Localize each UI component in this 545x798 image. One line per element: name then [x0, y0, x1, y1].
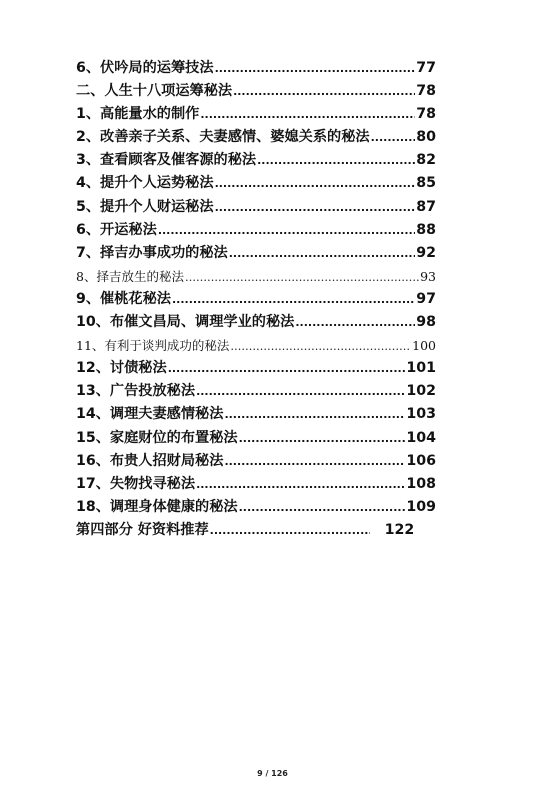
toc-entry	[76, 57, 436, 80]
toc-leader-dots	[239, 496, 406, 519]
toc-entry	[76, 427, 436, 450]
toc-leader-dots	[215, 172, 416, 195]
toc-entry-title: 16、布贵人招财局秘法	[76, 452, 224, 469]
toc-entry-title: 8、择吉放生的秘法	[76, 268, 184, 284]
toc-entry-title: 14、调理夫妻感情秘法	[76, 406, 224, 423]
toc-entry-title: 15、家庭财位的布置秘法	[76, 429, 238, 446]
table-of-contents	[76, 57, 436, 542]
toc-entry-title: 2、改善亲子关系、夫妻感情、婆媳关系的秘法	[76, 129, 370, 146]
toc-entry-title: 11、有利于谈判成功的秘法	[76, 338, 230, 354]
toc-leader-dots	[196, 380, 405, 403]
toc-entry-title: 第四部分 好资料推荐	[76, 521, 209, 538]
toc-entry	[76, 519, 436, 542]
toc-entry-title: 7、择吉办事成功的秘法	[76, 244, 228, 261]
toc-entry-title: 13、广告投放秘法	[76, 383, 196, 400]
toc-entry-page: 100	[412, 338, 436, 354]
toc-entry-title: 二、人生十八项运筹秘法	[76, 83, 233, 100]
toc-entry	[76, 219, 436, 242]
toc-entry	[76, 103, 436, 126]
toc-entry	[76, 196, 436, 219]
toc-entry-page: 101	[406, 360, 436, 377]
toc-entry-page: 78	[416, 83, 436, 100]
toc-leader-dots	[168, 357, 406, 380]
toc-entry	[76, 265, 436, 288]
toc-leader-dots	[200, 103, 415, 126]
toc-entry-page: 87	[416, 198, 436, 215]
toc-entry-page: 97	[416, 290, 436, 307]
toc-entry-title: 4、提升个人运势秘法	[76, 175, 214, 192]
toc-leader-dots	[172, 288, 415, 311]
toc-entry	[76, 380, 436, 403]
toc-leader-dots	[224, 450, 405, 473]
toc-entry	[76, 172, 436, 195]
toc-entry-title: 1、高能量水的制作	[76, 106, 200, 123]
toc-leader-dots	[371, 126, 416, 149]
toc-entry-page: 106	[406, 452, 436, 469]
toc-entry-title: 10、布催文昌局、调理学业的秘法	[76, 314, 295, 331]
toc-entry	[76, 473, 436, 496]
toc-leader-dots	[215, 196, 416, 219]
toc-entry-page: 109	[406, 498, 436, 515]
toc-entry	[76, 496, 436, 519]
toc-leader-dots	[233, 80, 415, 103]
toc-entry-page: 80	[416, 129, 436, 146]
toc-entry-page: 77	[416, 60, 436, 76]
toc-leader-dots	[210, 519, 370, 542]
toc-entry	[76, 80, 436, 103]
page-number-indicator: 9 / 126	[257, 769, 288, 778]
toc-entry-page: 82	[416, 152, 436, 169]
toc-entry-page: 88	[416, 221, 436, 238]
toc-entry-page: 92	[416, 244, 436, 261]
toc-entry-page: 122	[384, 521, 415, 538]
toc-entry-title: 9、催桃花秘法	[76, 290, 171, 307]
toc-entry	[76, 288, 436, 311]
toc-entry-page: 102	[406, 383, 436, 400]
toc-entry-title: 5、提升个人财运秘法	[76, 198, 214, 215]
toc-entry-title: 17、失物找寻秘法	[76, 475, 196, 492]
toc-entry-page: 104	[406, 429, 436, 446]
toc-entry	[76, 149, 436, 172]
toc-entry-page: 93	[420, 268, 436, 284]
toc-leader-dots	[158, 219, 415, 242]
toc-entry	[76, 126, 436, 149]
toc-entry-page: 85	[416, 175, 436, 192]
toc-entry-title: 18、调理身体健康的秘法	[76, 498, 238, 515]
toc-entry-title: 3、查看顾客及催客源的秘法	[76, 152, 257, 169]
toc-leader-dots	[295, 311, 415, 334]
toc-entry	[76, 403, 436, 426]
toc-entry-title: 6、伏吟局的运筹技法	[76, 60, 214, 76]
toc-leader-dots	[196, 473, 405, 496]
toc-entry	[76, 242, 436, 265]
toc-entry-title: 6、开运秘法	[76, 221, 157, 238]
toc-entry	[76, 357, 436, 380]
toc-leader-dots	[229, 242, 416, 265]
toc-leader-dots	[224, 403, 405, 426]
toc-entry-page: 98	[416, 314, 436, 331]
toc-leader-dots	[185, 266, 419, 288]
toc-entry	[76, 450, 436, 473]
toc-entry-page: 108	[406, 475, 436, 492]
toc-leader-dots	[230, 335, 411, 357]
toc-entry	[76, 311, 436, 334]
toc-leader-dots	[215, 57, 416, 80]
toc-entry-page: 78	[416, 106, 436, 123]
toc-entry	[76, 334, 436, 357]
toc-entry-title: 12、讨债秘法	[76, 360, 167, 377]
toc-entry-page: 103	[406, 406, 436, 423]
toc-leader-dots	[257, 149, 415, 172]
toc-leader-dots	[239, 427, 406, 450]
